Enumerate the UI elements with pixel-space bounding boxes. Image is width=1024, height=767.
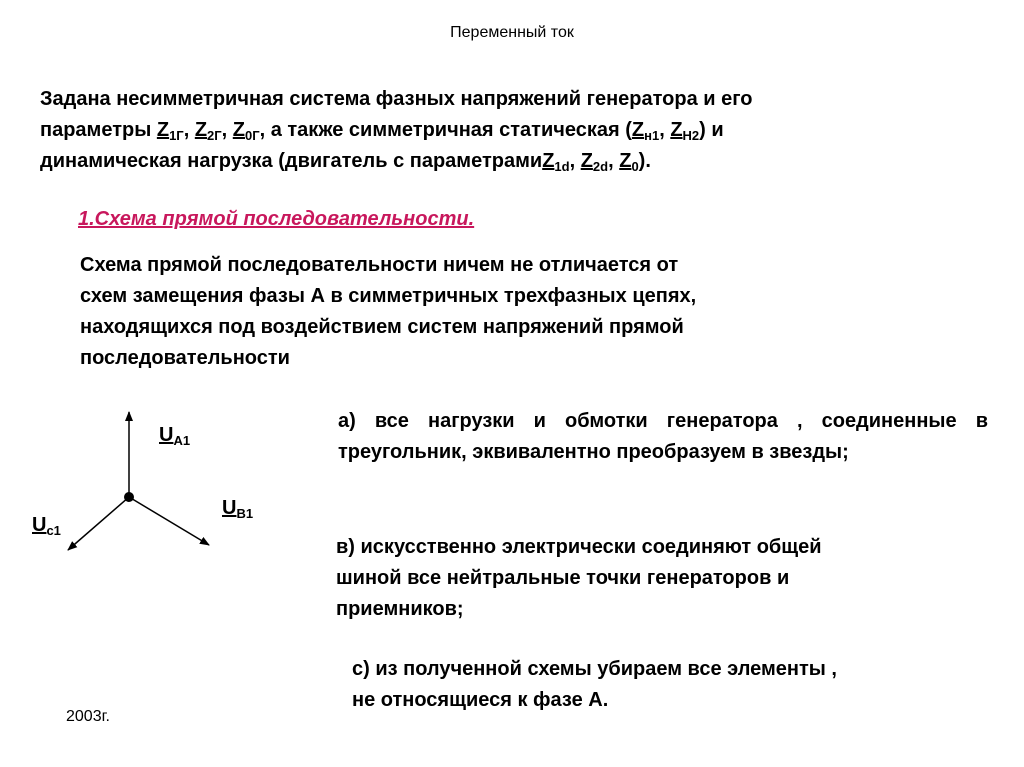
section-body	[80, 250, 900, 374]
z0-subscript: 0	[631, 159, 639, 174]
intro-text: параметры	[40, 119, 157, 141]
z0-symbol: Z	[619, 150, 632, 172]
z1g-symbol: Z	[156, 119, 170, 141]
item-b-text	[336, 532, 996, 625]
phasor-diagram	[0, 400, 300, 570]
z2d-symbol: Z	[580, 150, 593, 172]
ub1-subscript: B1	[236, 506, 254, 521]
intro-line-1: Задана несимметричная система фазных напряжений генератора и его	[40, 88, 753, 110]
separator: ,	[183, 119, 195, 141]
ua1-letter: U	[159, 424, 174, 446]
phasor-ub1-line	[129, 497, 209, 545]
label-ub1	[222, 497, 253, 520]
item-b-line: в) искусственно электрически соединяют общей	[336, 536, 822, 558]
z2g-subscript: 2Г	[207, 128, 222, 143]
slide-header: Переменный ток	[450, 24, 574, 41]
z1d-subscript: 1d	[554, 159, 570, 174]
item-c-line: с) из полученной схемы убираем все элементы ,	[352, 658, 837, 680]
item-c-text	[352, 654, 1012, 716]
z0g-symbol: Z	[232, 119, 245, 141]
z2d-subscript: 2d	[592, 159, 609, 174]
z1g-subscript: 1Г	[169, 128, 184, 143]
label-ua1	[159, 424, 190, 447]
intro-text: ) и	[699, 119, 724, 141]
section-line: Схема прямой последовательности ничем не отличается от	[80, 254, 679, 276]
zn1-symbol: Z	[631, 119, 645, 141]
intro-text: ).	[638, 150, 651, 172]
intro-line-3	[40, 146, 1000, 177]
intro-line-2	[40, 115, 1000, 146]
separator: ,	[608, 150, 620, 172]
separator: ,	[569, 150, 581, 172]
neutral-point-dot	[124, 492, 134, 502]
uc1-subscript: c1	[46, 523, 61, 538]
zn2-symbol: Z	[670, 119, 683, 141]
footer-year: 2003г.	[66, 708, 110, 725]
label-uc1	[32, 514, 61, 537]
z0g-subscript: 0Г	[244, 128, 260, 143]
separator: ,	[659, 119, 671, 141]
uc1-letter: U	[32, 514, 47, 536]
intro-text: , а также симметричная статическая (	[259, 119, 632, 141]
section-line: находящихся под воздействием систем напряжений прямой	[80, 316, 684, 338]
ub1-letter: U	[222, 497, 237, 519]
item-b-line: шиной все нейтральные точки генераторов и	[336, 567, 790, 589]
ua1-subscript: A1	[173, 433, 191, 448]
intro-paragraph	[40, 84, 1000, 177]
zn1-subscript: н1	[644, 128, 660, 143]
section-title: 1.Схема прямой последовательности.	[78, 208, 475, 230]
section-line: схем замещения фазы А в симметричных трехфазных цепях,	[80, 285, 697, 307]
item-a-text: а) все нагрузки и обмотки генератора , соединенные в треугольник, эквивалентно преобразуем в звезды;	[338, 410, 988, 463]
zn2-subscript: Н2	[682, 128, 700, 143]
phasor-uc1-line	[68, 497, 129, 550]
z2g-symbol: Z	[194, 119, 208, 141]
separator: ,	[221, 119, 233, 141]
z1d-symbol: Z	[542, 150, 555, 172]
item-c-line: не относящиеся к фазе А.	[352, 689, 609, 711]
section-line: последовательности	[80, 347, 290, 369]
item-b-line: приемников;	[336, 598, 464, 620]
intro-text: динамическая нагрузка (двигатель с параметрами	[40, 150, 543, 172]
